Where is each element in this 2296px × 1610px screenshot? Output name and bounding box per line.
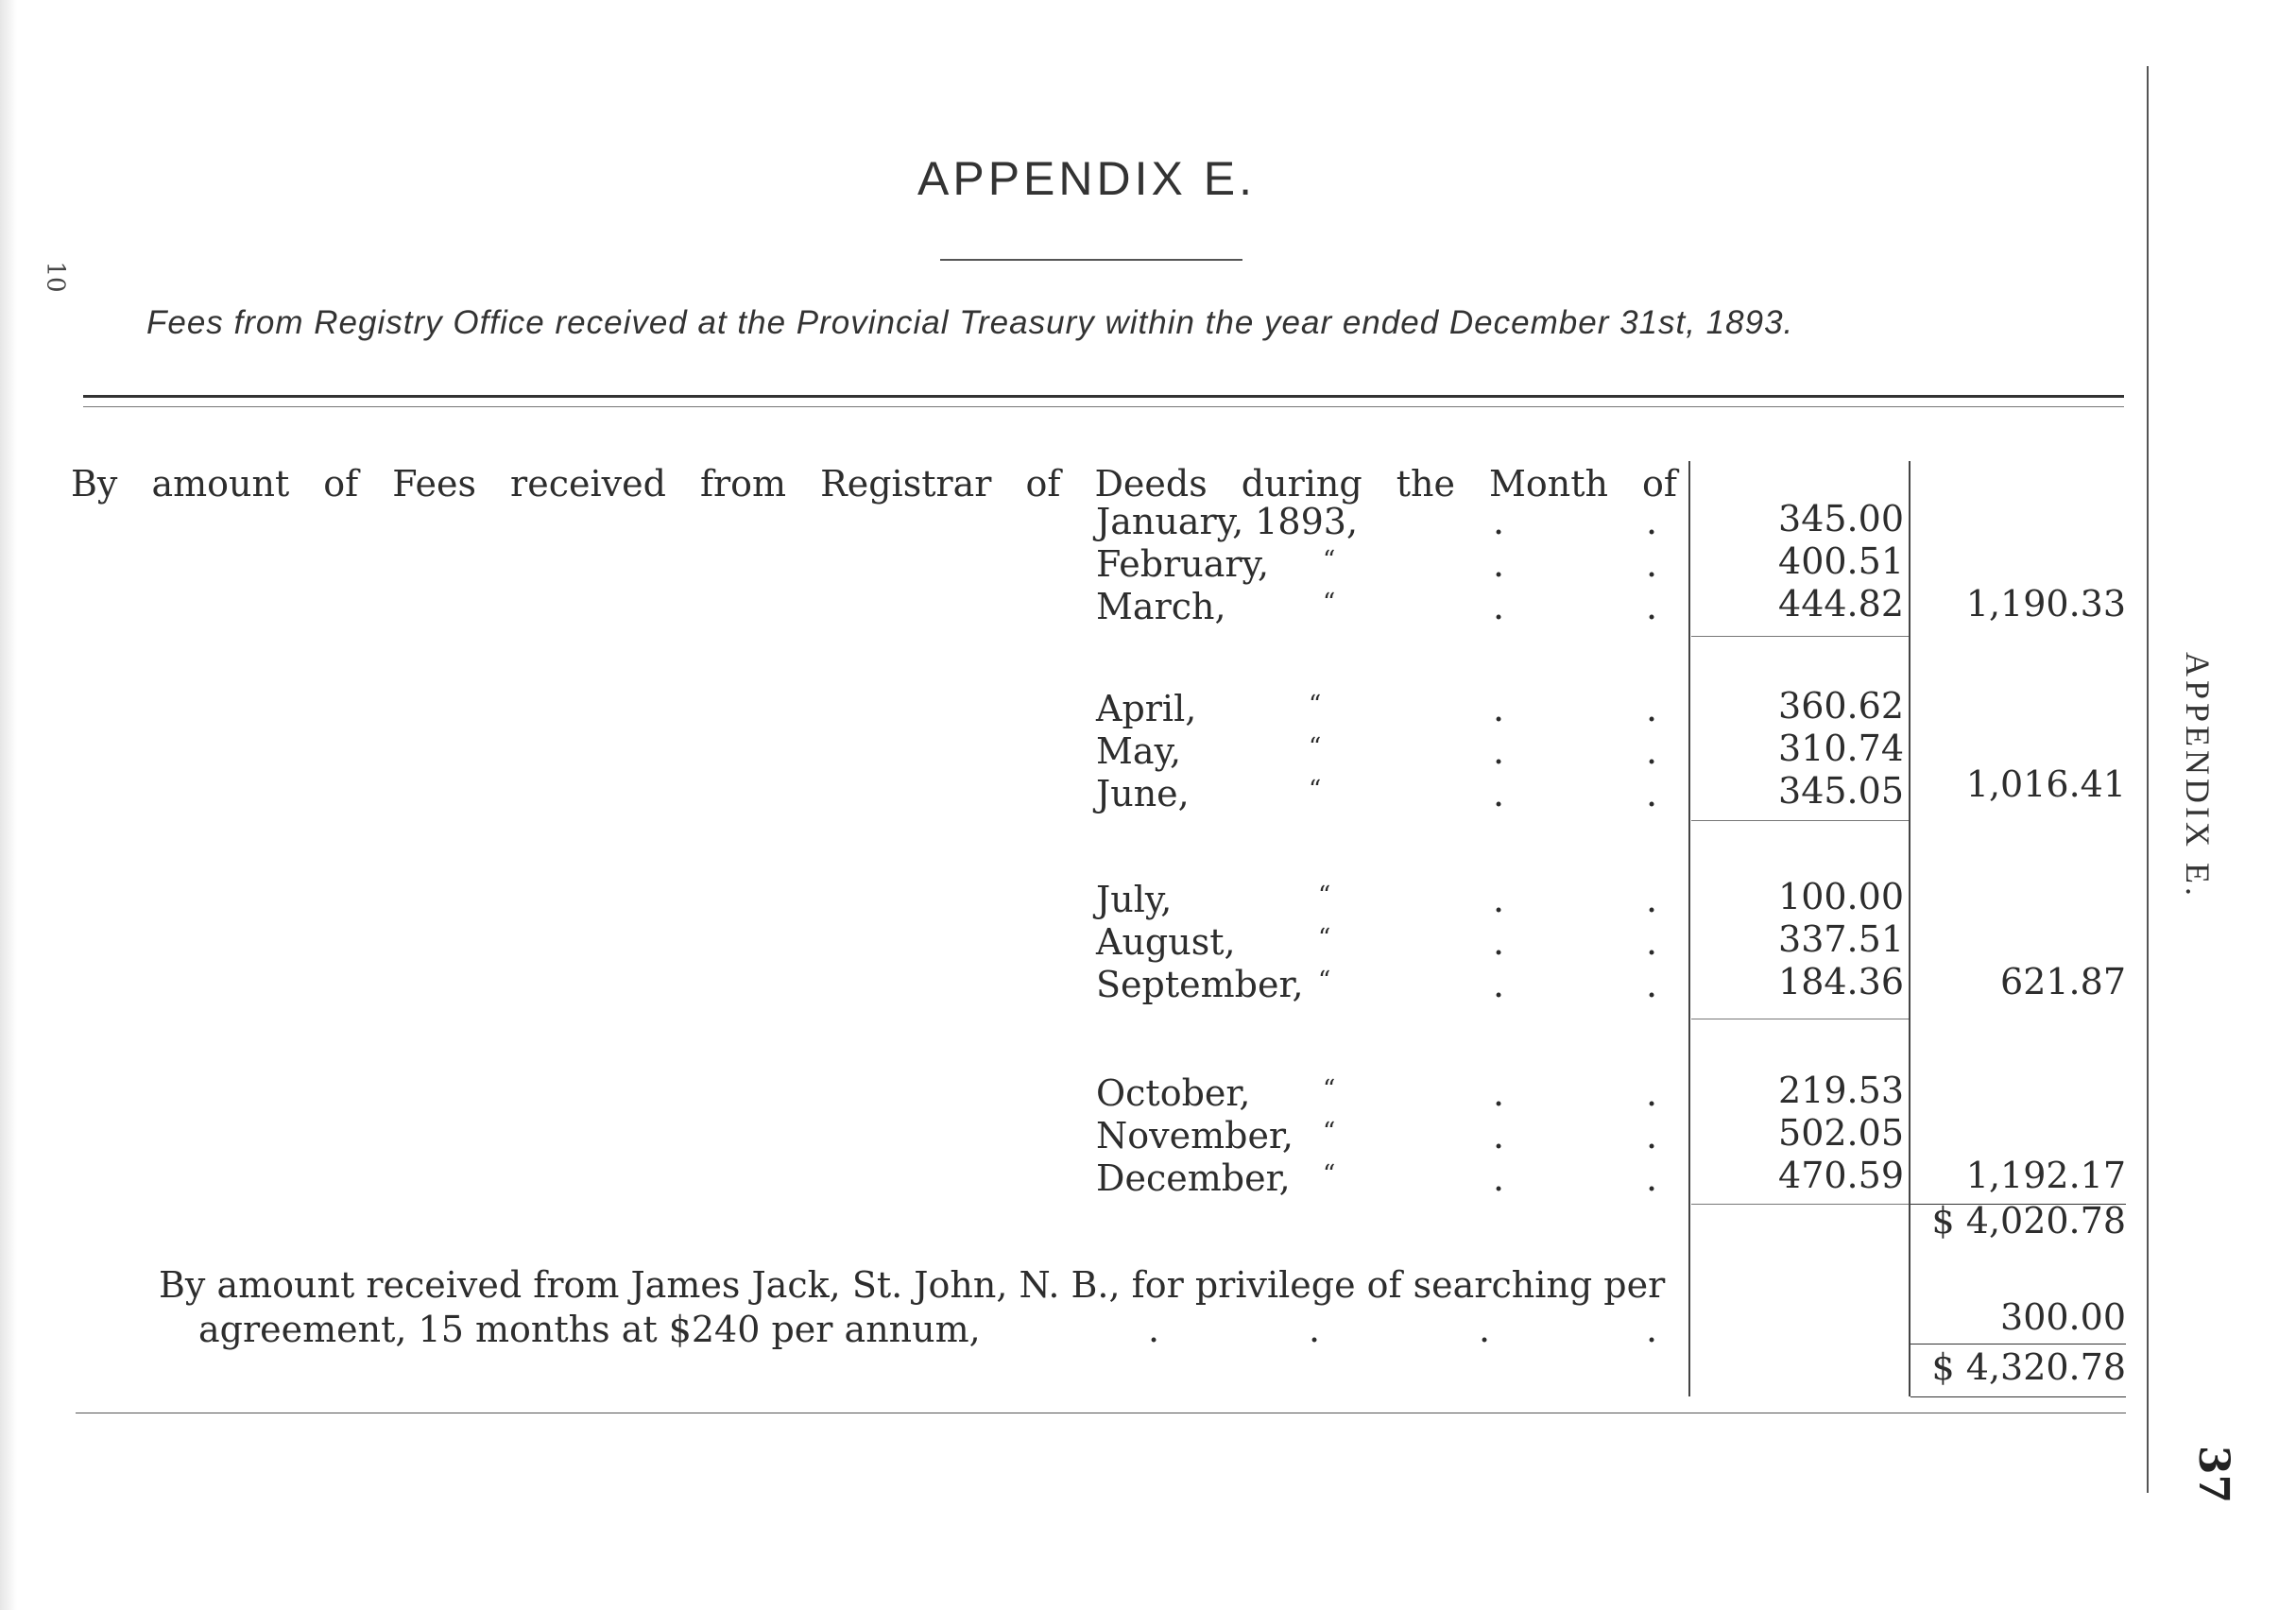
ditto-mark: “ (1323, 589, 1336, 617)
title-underline (940, 259, 1242, 261)
page-number: 37 (2189, 1445, 2238, 1504)
ditto-mark: “ (1323, 546, 1336, 574)
leader-dot: . (1646, 964, 1658, 1005)
ditto-mark: “ (1323, 1075, 1336, 1104)
leader-dot: . (1493, 688, 1505, 729)
month-label: December, (1096, 1157, 1291, 1199)
month-label: August, (1096, 921, 1236, 963)
intro-word: during (1241, 463, 1362, 505)
ditto-mark: “ (1309, 776, 1322, 804)
leader-dot: . (1646, 586, 1658, 627)
intro-word: of (1642, 463, 1677, 505)
leader-dot: . (1646, 1309, 1658, 1350)
leader-dot: . (1493, 501, 1505, 542)
leader-dot: . (1493, 1115, 1505, 1156)
subtotal-rule (1691, 820, 1909, 821)
leader-dot: . (1493, 964, 1505, 1005)
month-amount: 470.59 (1778, 1155, 1904, 1196)
leader-dot: . (1479, 1309, 1491, 1350)
intro-word: of (1025, 463, 1061, 505)
ditto-mark: “ (1323, 1160, 1336, 1189)
month-label: September, (1096, 964, 1304, 1005)
intro-word: Month (1489, 463, 1609, 505)
month-label: June, (1096, 773, 1190, 814)
leader-dot: . (1493, 921, 1505, 963)
left-margin-number: 10 (41, 261, 70, 293)
ditto-mark: “ (1323, 1118, 1336, 1146)
month-amount: 100.00 (1778, 876, 1904, 917)
month-label: May, (1096, 730, 1182, 772)
amount-column-right-rule (1909, 461, 1910, 1396)
intro-word: from (699, 463, 787, 505)
leader-dot: . (1646, 1115, 1658, 1156)
leader-dot: . (1646, 773, 1658, 814)
quarter-subtotal: 1,016.41 (1965, 763, 2126, 805)
ditto-mark: “ (1309, 733, 1322, 762)
subtotal-rule (1691, 1204, 1909, 1205)
leader-dot: . (1646, 688, 1658, 729)
leader-dot: . (1646, 1157, 1658, 1199)
leader-dot: . (1646, 730, 1658, 772)
header-rule-top (83, 395, 2124, 398)
month-label: February, (1096, 543, 1270, 585)
amount-column-left-rule (1688, 461, 1690, 1396)
month-amount: 444.82 (1778, 583, 1904, 625)
grand-total-underline (1910, 1396, 2126, 1397)
page-edge-line (2147, 66, 2149, 1493)
month-amount: 337.51 (1778, 918, 1904, 960)
ditto-mark: “ (1309, 691, 1322, 719)
page-subtitle: Fees from Registry Office received at the Provincial Treasury within the year ended December 31st, 1893. (146, 304, 1794, 341)
leader-dot: . (1646, 879, 1658, 920)
intro-word: Fees (392, 463, 477, 505)
intro-word: received (510, 463, 666, 505)
header-rule-bottom (83, 406, 2124, 407)
month-amount: 345.00 (1778, 498, 1904, 540)
leader-dot: . (1646, 1072, 1658, 1114)
intro-line (71, 463, 1677, 505)
grand-total: $ 4,320.78 (1931, 1346, 2126, 1388)
month-label: October, (1096, 1072, 1251, 1114)
grand-total-rule (1910, 1344, 2126, 1345)
intro-word: the (1396, 463, 1455, 505)
month-amount: 184.36 (1778, 961, 1904, 1002)
quarter-subtotal: 1,190.33 (1965, 583, 2126, 625)
page-title: APPENDIX E. (917, 152, 1256, 205)
quarter-subtotal: 1,192.17 (1965, 1155, 2126, 1196)
leader-dot: . (1493, 879, 1505, 920)
month-label: November, (1096, 1115, 1294, 1156)
intro-word: of (323, 463, 359, 505)
ditto-mark: “ (1318, 882, 1331, 910)
leader-dot: . (1493, 773, 1505, 814)
leader-dot: . (1646, 501, 1658, 542)
leader-dot: . (1493, 1157, 1505, 1199)
searching-amount: 300.00 (2000, 1296, 2126, 1338)
subtotal-rule (1691, 636, 1909, 637)
ditto-mark: “ (1318, 924, 1331, 952)
month-amount: 400.51 (1778, 540, 1904, 582)
leader-dot: . (1493, 1072, 1505, 1114)
leader-dot: . (1493, 586, 1505, 627)
month-label: April, (1096, 688, 1197, 729)
side-running-header: APPENDIX E. (2179, 652, 2217, 900)
month-amount: 219.53 (1778, 1070, 1904, 1111)
month-amount: 310.74 (1778, 728, 1904, 769)
month-label: July, (1096, 879, 1173, 920)
leader-dot: . (1646, 543, 1658, 585)
month-amount: 345.05 (1778, 770, 1904, 812)
searching-line-1: By amount received from James Jack, St. John, N. B., for privilege of searching per (159, 1264, 1666, 1306)
intro-word: Deeds (1094, 463, 1208, 505)
leader-dot: . (1646, 921, 1658, 963)
leader-dot: . (1148, 1309, 1160, 1350)
registrar-total: $ 4,020.78 (1931, 1200, 2126, 1242)
intro-word: By (71, 463, 118, 505)
ditto-mark: “ (1318, 967, 1331, 995)
scan-edge-shadow (0, 0, 17, 1610)
month-label: January, 1893, (1096, 501, 1359, 542)
month-label: March, (1096, 586, 1226, 627)
searching-line-2: agreement, 15 months at $240 per annum, (198, 1309, 981, 1350)
leader-dot: . (1309, 1309, 1321, 1350)
month-amount: 502.05 (1778, 1112, 1904, 1154)
intro-word: amount (151, 463, 290, 505)
quarter-subtotal: 621.87 (2000, 961, 2126, 1002)
intro-word: Registrar (820, 463, 992, 505)
leader-dot: . (1493, 543, 1505, 585)
month-amount: 360.62 (1778, 685, 1904, 727)
leader-dot: . (1493, 730, 1505, 772)
